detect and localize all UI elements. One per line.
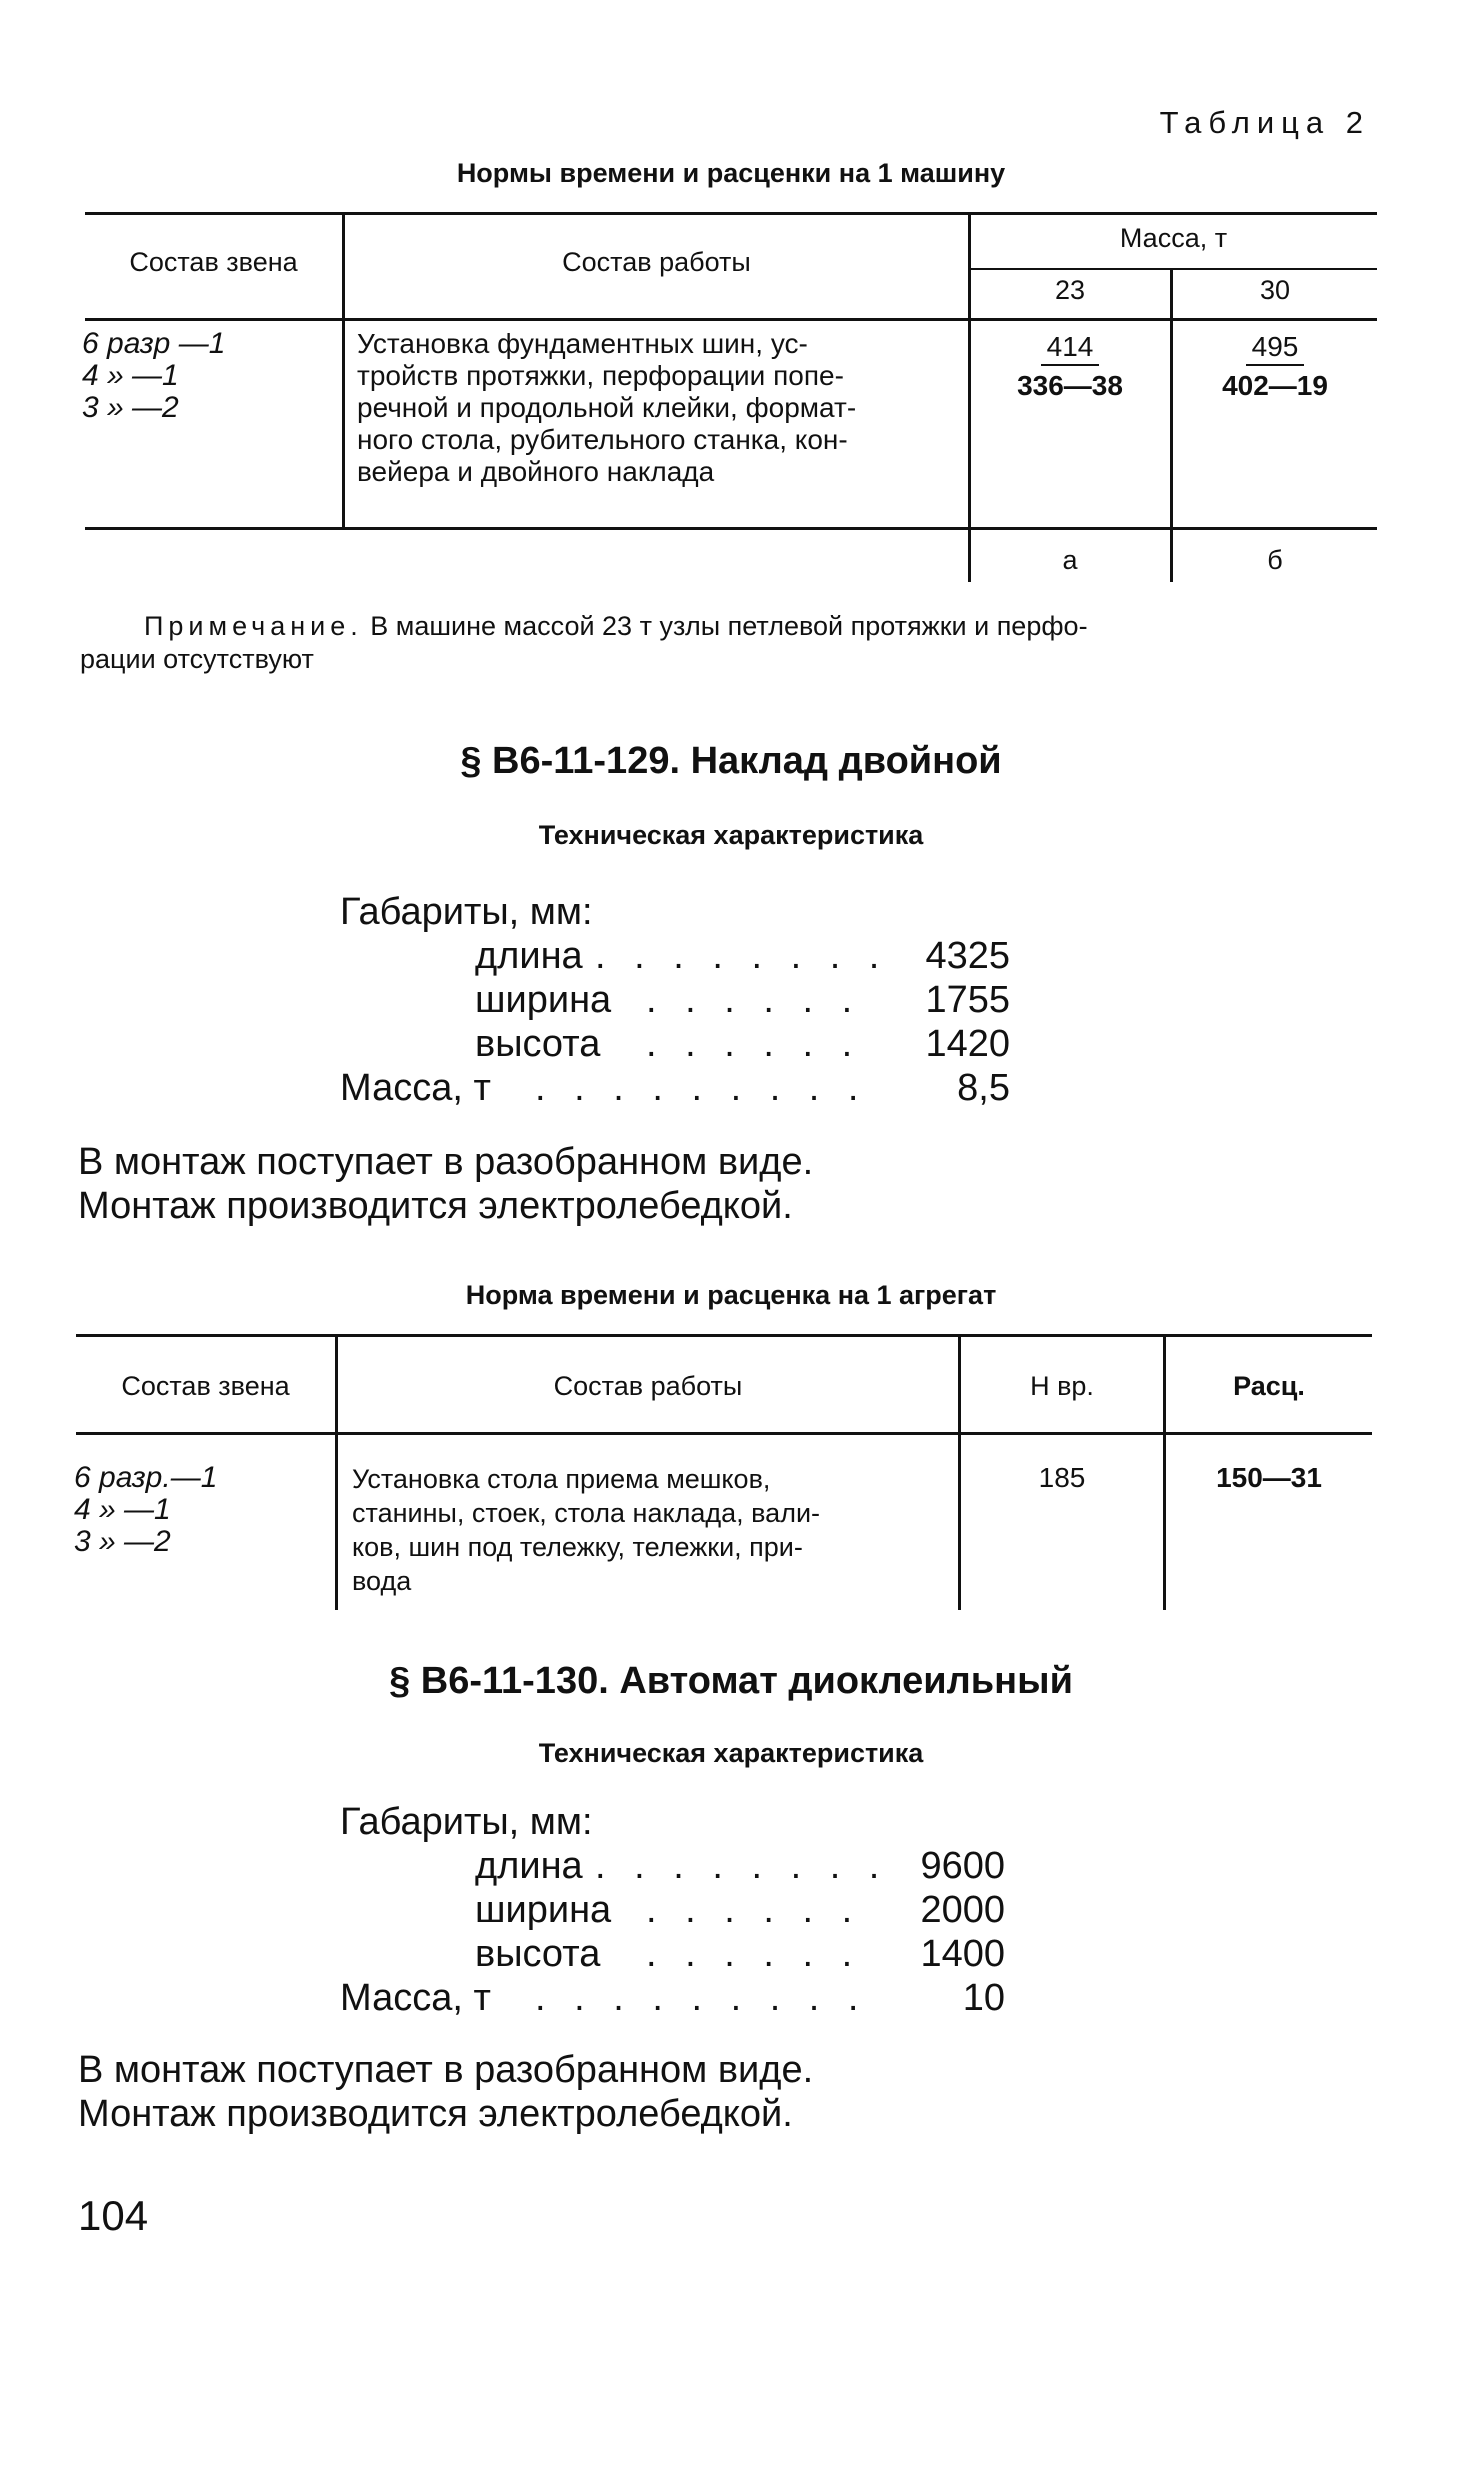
table2-norm-b: 495 [1246,330,1305,366]
table2-header-mass: Масса, т [1119,223,1228,253]
crew-line: 3 » —2 [74,1525,171,1558]
table3-crew [74,1462,324,1558]
table2-caption: Нормы времени и расценки на 1 машину [456,158,1006,188]
table2-norm-a: 414 [1041,330,1100,366]
crew-line: 4 » —1 [82,359,179,392]
work-line: Установка стола приема мешков, [352,1464,771,1494]
spec-dims-row [340,890,1060,934]
section-130-line2: Монтаж производится электролебедкой. [78,2093,793,2135]
table2-note [80,610,1382,676]
table2-crew [82,328,332,424]
note-text-continued: рации отсутствуют [80,644,314,674]
section-130-line1: В монтаж поступает в разобранном виде. [78,2049,814,2091]
section-130-title: § В6-11-130. Автомат диоклеильный [389,1660,1073,1702]
work-line: Установка фундаментных шин, ус- [357,328,808,359]
table2-header-crew: Состав звена [129,247,298,277]
spec-height-label: высота [475,1933,601,1975]
table-label: Таблица 2 [1159,105,1370,140]
crew-line: 6 разр —1 [82,327,226,360]
section-129-text [78,1140,813,1228]
table2-rate-a: 336—38 [1017,370,1123,401]
spec-mass-label: Масса, т [340,1977,491,2019]
spec-height-row: высота . . . . . . 1420 [475,1023,1010,1065]
section-130-text [78,2048,813,2136]
work-line: ного стола, рубительного станка, кон- [357,424,848,455]
spec-height-row: высота . . . . . . 1400 [475,1933,1005,1975]
work-line: вейера и двойного наклада [357,456,715,487]
table2-footer-b: б [1267,545,1283,575]
table3-caption: Норма времени и расценка на 1 агрегат [465,1280,997,1310]
work-line: ков, шин под тележку, тележки, при- [352,1532,803,1562]
section-129-subtitle: Техническая характеристика [538,820,924,850]
table3-header-work: Состав работы [553,1371,743,1401]
work-line: тройств протяжки, перфорации попе- [357,360,844,391]
work-line: речной и продольной клейки, формат- [357,392,857,423]
table2-header-work: Состав работы [562,247,751,277]
table3-work [352,1462,948,1598]
spec-length-row: длина . . . . . . . . 9600 [475,1845,1005,1887]
note-text: В машине массой 23 т узлы петлевой протяжки и перфо- [370,611,1088,641]
table2-value-b [1173,330,1377,406]
table2-bottom-rule [85,527,1377,530]
spec-width-label: ширина [475,1889,612,1931]
table2-rate-b: 402—19 [1222,370,1328,401]
table3-header-crew: Состав звена [121,1371,290,1401]
spec-mass-label: Масса, т [340,1067,491,1109]
spec-width-row: ширина . . . . . . 1755 [475,979,1010,1021]
crew-line: 4 » —1 [74,1493,171,1526]
work-line: вода [352,1566,412,1596]
table2-value-a [970,330,1170,406]
table3-top-rule [76,1334,1372,1337]
spec-length-value: 9600 [920,1845,1005,1887]
table3-header-rate: Расц. [1233,1371,1305,1401]
section-129-specs [340,890,1060,1110]
spec-dims-label: Габариты, мм: [340,891,593,933]
section-129-title: § В6-11-129. Наклад двойной [460,740,1002,782]
table3-norm-value: 185 [1038,1462,1086,1493]
crew-line: 6 разр.—1 [74,1461,218,1494]
table2-header-rule [85,318,1377,321]
spec-width-row: ширина . . . . . . 2000 [475,1889,1005,1931]
spec-width-label: ширина [475,979,612,1021]
spec-length-row: длина . . . . . . . . 4325 [475,935,1010,977]
table2-work [357,328,957,488]
spec-height-label: высота [475,1023,601,1065]
spec-width-value: 2000 [920,1889,1005,1931]
spec-width-value: 1755 [925,979,1010,1021]
table2-divider-3 [1170,268,1173,582]
crew-line: 3 » —2 [82,391,179,424]
section-129-line2: Монтаж производится электролебедкой. [78,1185,793,1227]
table3-header-rule [76,1432,1372,1435]
table3-rate-value: 150—31 [1216,1462,1322,1493]
spec-mass-value: 10 [962,1977,1005,2019]
spec-height-value: 1420 [925,1023,1010,1065]
spec-mass-value: 8,5 [957,1067,1010,1109]
section-129-line1: В монтаж поступает в разобранном виде. [78,1141,814,1183]
work-line: станины, стоек, стола наклада, вали- [352,1498,821,1528]
spec-mass-row: Масса, т . . . . . . . . . 8,5 [340,1067,1010,1109]
table2-header-mass-23: 23 [1054,275,1086,305]
page-number: 104 [78,2192,149,2239]
table2-subheader-rule [970,268,1377,270]
table2-footer-a: а [1062,545,1078,575]
spec-height-value: 1400 [920,1933,1005,1975]
table2-top-rule [85,212,1377,215]
note-prefix: Примечание. [144,611,363,641]
spec-dims-label: Габариты, мм: [340,1801,593,1843]
spec-mass-row: Масса, т . . . . . . . . . 10 [340,1977,1005,2019]
table2-header-mass-30: 30 [1259,275,1291,305]
spec-length-value: 4325 [925,935,1010,977]
spec-length-label: длина [475,1845,583,1887]
table3-header-norm: Н вр. [1030,1371,1094,1401]
spec-length-label: длина [475,935,583,977]
spec-dims-row [340,1800,1060,1844]
section-130-subtitle: Техническая характеристика [538,1738,924,1768]
section-130-specs [340,1800,1060,2020]
